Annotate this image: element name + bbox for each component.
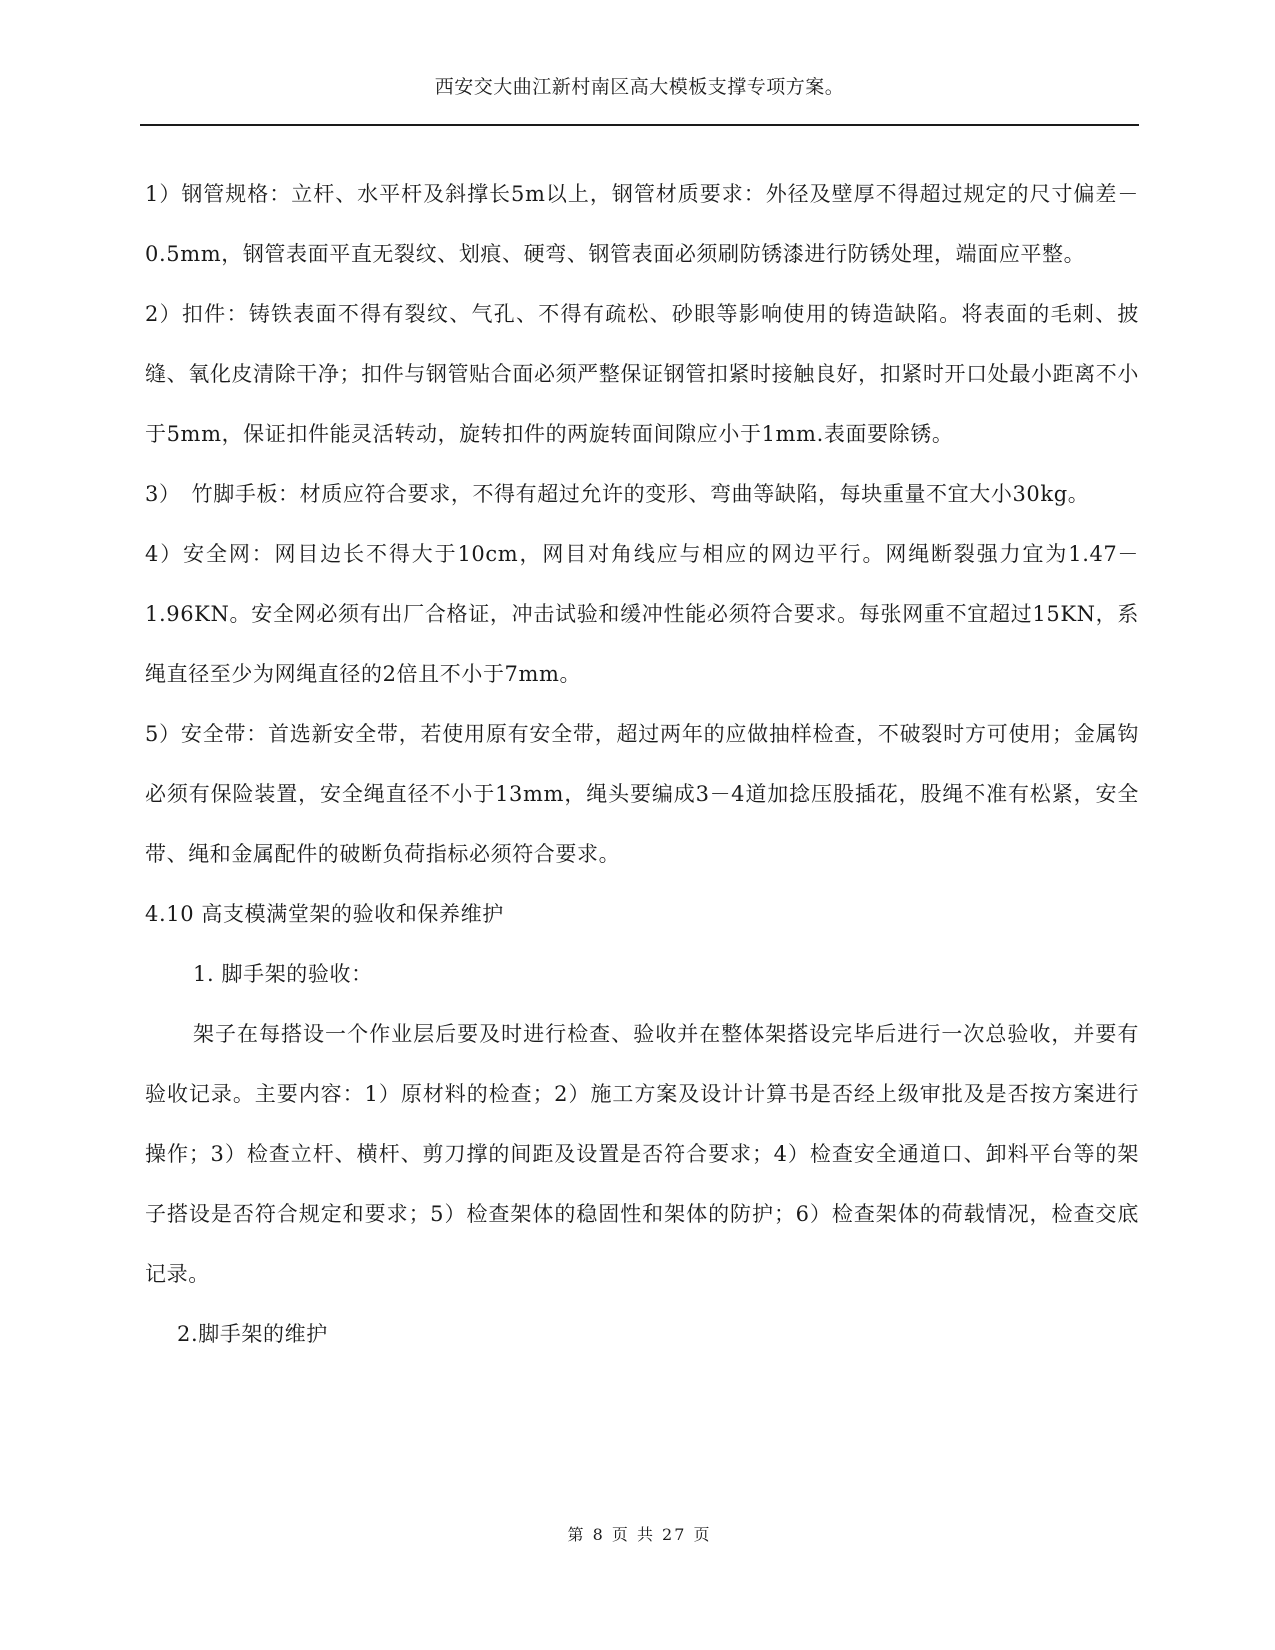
paragraph-bamboo-scaffold-board: 3） 竹脚手板：材质应符合要求，不得有超过允许的变形、弯曲等缺陷，每块重量不宜大小30kg。 <box>145 482 1090 506</box>
paragraph-acceptance: 架子在每搭设一个作业层后要及时进行检查、验收并在整体架搭设完毕后进行一次总验收，并要有验收记录。主要内容：1）原材料的检查；2）施工方案及设计计算书是否经上级审批及是否按方案进行操作；3）检查立杆、横杆、剪刀撑的间距及设置是否符合要求；4）检查安全通道口、卸料平台等的架子搭设是否符合规定和要求；5）检查架体的稳固性和架体的防护；6）检查架体的荷载情况，检查交底记录。 <box>145 1022 1139 1286</box>
paragraph-steel-pipe-spec: 1）钢管规格：立杆、水平杆及斜撑长5m以上，钢管材质要求：外径及壁厚不得超过规定的尺寸偏差－0.5mm，钢管表面平直无裂纹、划痕、硬弯、钢管表面必须刷防锈漆进行防锈处理，端面应平整。 <box>145 182 1139 266</box>
page-footer-number: 第 8 页 共 27 页 <box>567 1525 712 1544</box>
header-divider <box>140 124 1139 126</box>
paragraph-safety-net: 4）安全网：网目边长不得大于10cm，网目对角线应与相应的网边平行。网绳断裂强力宜为1.47－1.96KN。安全网必须有出厂合格证，冲击试验和缓冲性能必须符合要求。每张网重不宜超过15KN，系绳直径至少为网绳直径的2倍且不小于7mm。 <box>145 542 1139 686</box>
subsection-heading-acceptance: 1. 脚手架的验收： <box>193 962 373 986</box>
paragraph-fasteners: 2）扣件：铸铁表面不得有裂纹、气孔、不得有疏松、砂眼等影响使用的铸造缺陷。将表面的毛刺、披缝、氧化皮清除干净；扣件与钢管贴合面必须严整保证钢管扣紧时接触良好，扣紧时开口处最小距离不小于5mm，保证扣件能灵活转动，旋转扣件的两旋转面间隙应小于1mm.表面要除锈。 <box>145 302 1139 446</box>
page-header-title: 西安交大曲江新村南区高大模板支撑专项方案。 <box>434 76 845 98</box>
document-body <box>145 164 1139 1364</box>
paragraph-safety-belt: 5）安全带：首选新安全带，若使用原有安全带，超过两年的应做抽样检查，不破裂时方可使用；金属钩必须有保险装置，安全绳直径不小于13mm，绳头要编成3－4道加捻压股插花，股绳不准有松紧，安全带、绳和金属配件的破断负荷指标必须符合要求。 <box>145 722 1139 866</box>
section-heading: 4.10 高支模满堂架的验收和保养维护 <box>145 902 504 926</box>
subsection-heading-maintenance: 2.脚手架的维护 <box>177 1322 328 1346</box>
